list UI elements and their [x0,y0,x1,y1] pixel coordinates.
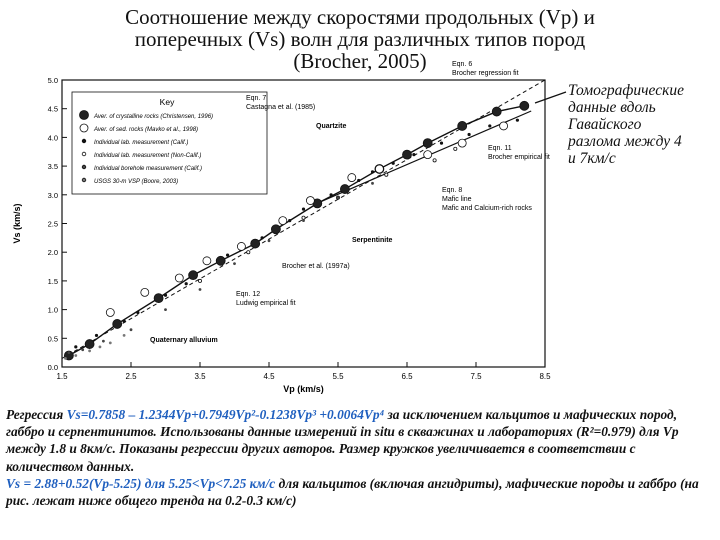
data-point-s2-13 [392,162,395,165]
data-point-s2-15 [440,142,443,145]
y-tick-label: 3.0 [47,190,58,200]
data-point-s1-4 [237,242,245,250]
legend-marker [82,139,86,143]
data-point-s0-4 [189,271,198,280]
data-point-s1-10 [458,139,466,147]
data-point-s0-9 [340,185,349,194]
y-tick-label: 2.0 [47,248,58,258]
y-tick-label: 4.5 [47,104,58,114]
caption-paragraph-2 [6,475,712,509]
data-point-s4-0 [68,351,71,354]
data-point-s4-7 [268,239,271,242]
caption-text-2: для кальцитов (включая ангидриты), мафические породы и габбро (на рис. лежат ниже общего тренда на 0.2-0.3 км/с) [6,475,699,509]
legend-item: Aver. of crystalline rocks (Christensen, 1996) [94,114,214,120]
data-point-s3-5 [433,159,436,162]
data-point-s3-0 [198,279,201,282]
caption-text-1: за исключением кальцитов и мафических пород, габбро и серпентинитов. Использованы данные измерений in situ в скважинах и лабораториях (R²=0.979) для Vp между 1.8 и 8км/с. Показаны регрессии других авторов. Размер кружков увеличивается в соответствии с количеством данных. [6,407,679,474]
data-point-s2-6 [226,253,229,256]
data-point-s0-11 [403,150,412,159]
annotation-0: Eqn. 6 [452,61,473,68]
annotation-2: Quartzite [316,123,347,130]
annotation-7: Ludwig empirical fit [236,300,296,307]
annotation-3: Eqn. 11 [488,145,512,152]
data-point-s2-1 [95,334,98,337]
annotation-8: Quaternary alluvium [150,337,218,344]
data-point-s2-0 [74,345,77,348]
data-point-s1-5 [279,217,287,225]
tomography-note: Томографические данные вдоль Гавайского разлома между 4 и 7км/с [568,82,684,167]
y-tick-label: 4.0 [47,133,58,143]
data-point-s5-3 [99,346,102,349]
data-point-s4-2 [102,340,105,343]
data-point-s2-9 [302,208,305,211]
legend-marker [80,124,88,132]
data-point-s1-7 [348,174,356,182]
data-point-s1-1 [141,288,149,296]
data-point-s4-6 [233,262,236,265]
data-point-s2-3 [136,311,139,314]
y-tick-label: 1.5 [47,276,58,286]
legend-item: USGS 30-m VSP (Boore, 2003) [94,179,179,185]
x-tick-label: 6.5 [401,372,413,381]
data-point-s0-3 [154,294,163,303]
data-point-s4-8 [302,219,305,222]
data-point-s2-16 [468,133,471,136]
x-axis-label: Vp (km/s) [283,384,324,394]
annotation-3: Brocher empirical fit [488,154,550,161]
data-point-s0-14 [492,107,501,116]
legend-marker [82,152,86,156]
caption-prefix: Регрессия [6,407,67,422]
legend-item: Individual lab. measurement (Calif.) [94,140,189,146]
data-point-s2-8 [288,219,291,222]
data-point-s4-9 [337,196,340,199]
legend-marker [82,178,86,182]
legend-marker [82,165,86,169]
data-point-s5-4 [109,341,112,344]
x-tick-label: 3.5 [194,372,206,381]
data-point-s1-9 [424,151,432,159]
data-point-s4-10 [371,182,374,185]
mafic-formula: Vs = 2.88+0.52(Vp-5.25) для 5.25<Vp<7.25 км/с [6,475,276,491]
data-point-s1-0 [106,308,114,316]
data-point-s2-17 [488,124,491,127]
data-point-s3-2 [302,216,305,219]
data-point-s2-10 [330,193,333,196]
data-point-s0-5 [216,256,225,265]
data-point-s1-2 [175,274,183,282]
data-point-s4-4 [164,308,167,311]
data-point-s2-7 [261,236,264,239]
data-point-s2-12 [371,170,374,173]
data-point-s4-1 [81,348,84,351]
data-point-s2-4 [164,294,167,297]
caption-block [6,406,712,509]
annotation-1: Eqn. 7 [246,95,267,102]
regression-formula: Vs=0.7858 – 1.2344Vp+0.7949Vp²-0.1238Vp³ +0.0064Vp⁴ [66,407,385,422]
caption-paragraph-1 [6,406,712,475]
data-point-s2-2 [123,319,126,322]
x-tick-label: 7.5 [470,372,482,381]
data-point-s1-8 [375,165,383,173]
data-point-s1-11 [500,122,508,130]
y-tick-label: 0.5 [47,334,58,344]
data-point-s5-1 [74,354,77,357]
data-point-s0-1 [85,340,94,349]
data-point-s2-11 [357,179,360,182]
y-tick-label: 1.0 [47,305,58,315]
data-point-s0-2 [113,319,122,328]
chart-legend [72,92,267,194]
x-tick-label: 5.5 [332,372,344,381]
data-point-s5-0 [64,357,67,360]
annotation-4: Mafic line [442,196,472,203]
x-tick-label: 4.5 [263,372,275,381]
data-point-s0-7 [271,225,280,234]
legend-item: Individual borehole measurement (Calif.) [94,166,203,172]
annotation-4: Mafic and Calcium-rich rocks [442,205,532,212]
data-point-s0-13 [458,121,467,130]
data-point-s1-6 [306,197,314,205]
data-point-s2-5 [185,282,188,285]
data-point-s2-14 [412,153,415,156]
legend-item: Aver. of sed. rocks (Mavko et al., 1998) [94,127,199,133]
y-tick-label: 3.5 [47,162,58,172]
data-point-s1-3 [203,257,211,265]
data-point-s0-12 [423,139,432,148]
y-tick-label: 2.5 [47,219,58,229]
data-point-s0-6 [251,239,260,248]
annotation-0: Brocher regression fit [452,70,519,77]
legend-item: Individual lab. measurement (Non-Calif.) [94,153,202,159]
x-tick-label: 1.5 [56,372,68,381]
data-point-s3-1 [247,251,250,254]
data-point-s2-18 [516,119,519,122]
legend-title: Key [159,97,175,107]
annotation-6: Brocher et al. (1997a) [282,263,350,270]
slide-title: Соотношение между скоростями продольных (Vp) и поперечных (Vs) волн для различных типов пород (Brocher, 2005) [125,5,595,73]
data-point-s4-5 [199,288,202,291]
data-point-s5-2 [88,350,91,353]
x-tick-label: 8.5 [539,372,551,381]
y-tick-label: 5.0 [47,76,58,85]
annotation-4: Eqn. 8 [442,187,463,194]
data-point-s4-3 [130,328,133,331]
annotation-7: Eqn. 12 [236,291,261,298]
legend-marker [80,111,89,120]
x-tick-label: 2.5 [125,372,137,381]
data-point-s3-6 [454,147,457,150]
data-point-s3-4 [385,173,388,176]
annotation-5: Serpentinite [352,237,393,244]
y-tick-label: 0.0 [47,363,58,372]
annotation-1: Castagna et al. (1985) [246,104,316,111]
data-point-s5-5 [123,334,126,337]
y-axis-label: Vs (km/s) [12,203,22,244]
data-point-s0-15 [520,101,529,110]
